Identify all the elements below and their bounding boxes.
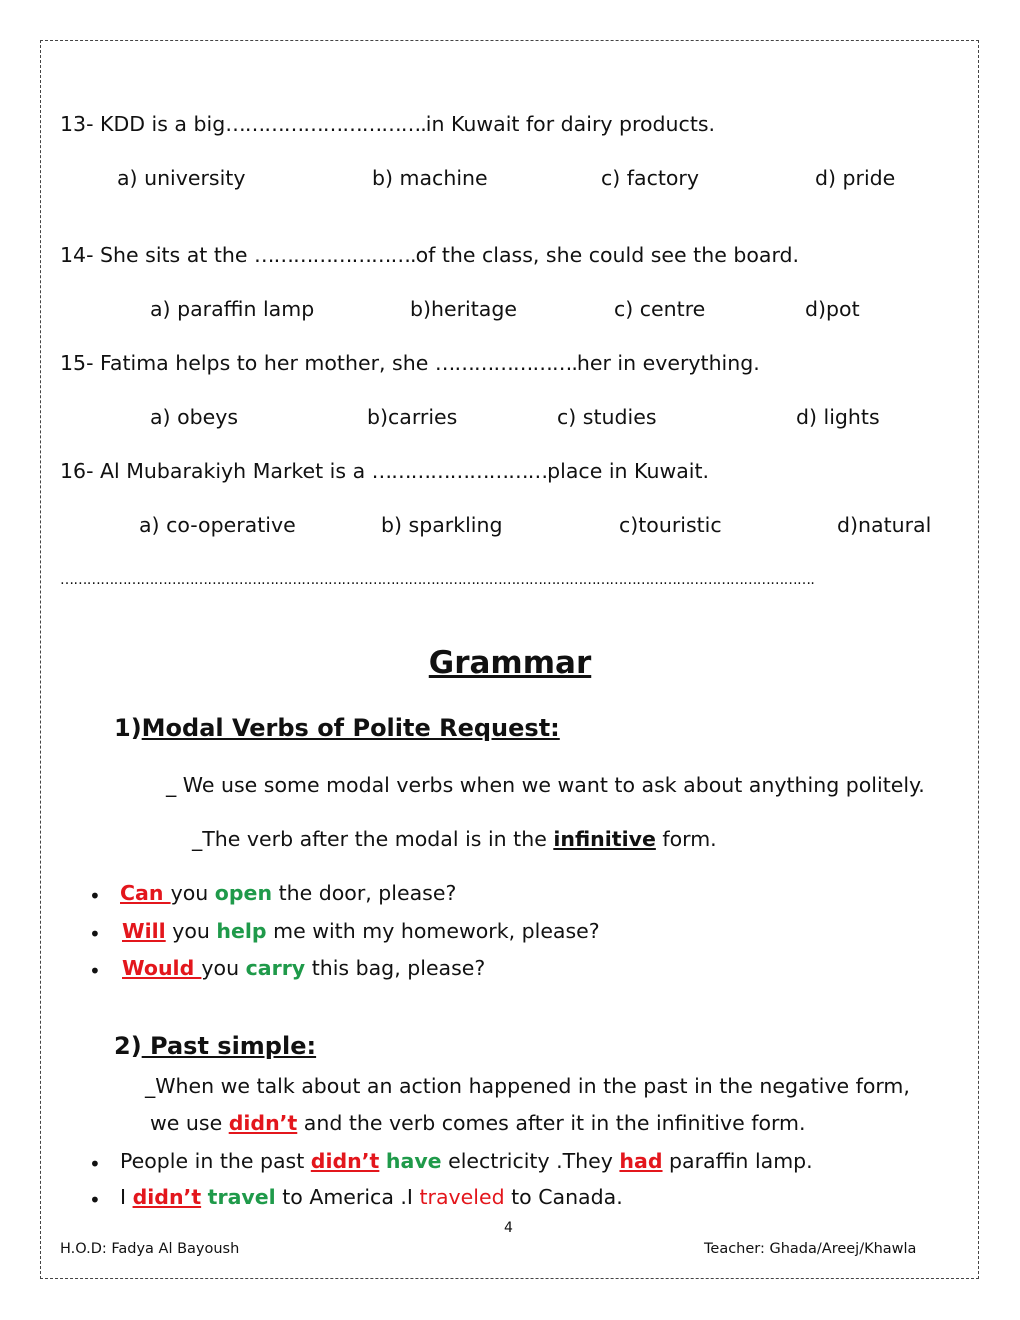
option-b: b)heritage [410,297,517,321]
question-text: her in everything. [576,351,760,375]
option-d: d) lights [796,405,880,429]
modal-word: Can [120,881,171,905]
option-a: a) paraffin lamp [150,297,315,321]
option-c: c) studies [557,405,657,429]
footer-teachers: Teacher: Ghada/Areej/Khawla [704,1241,917,1257]
infinitive-verb: carry [245,956,306,980]
example-text: you [201,956,246,980]
modal-example-can [120,883,456,904]
example-text: the door, please? [272,881,457,905]
answer-blank: …………………. [434,351,577,375]
page-number: 4 [504,1220,513,1236]
question-text: in Kuwait for dairy products. [425,112,716,136]
negative-word: didn’t [310,1149,380,1173]
option-a: a) university [117,166,246,190]
infinitive-keyword: infinitive [553,827,656,851]
modal-rule-1: _ We use some modal verbs when we want to ask about anything politely. [166,773,925,797]
negative-word: didn’t [132,1185,202,1209]
option-a: a) obeys [150,405,239,429]
option-c: c) centre [614,297,706,321]
bullet-icon: • [89,1152,101,1176]
separator-line: ……………………………………………………………………………………………………………………………………………………. [60,573,815,587]
option-b: b) sparkling [381,513,503,537]
infinitive-verb: travel [207,1185,276,1209]
question-14 [60,245,799,266]
past-example-1 [120,1151,813,1172]
past-rule-line-1: _When we talk about an action happened in the past in the negative form, [145,1074,910,1098]
question-16 [60,461,709,482]
heading-text: Modal Verbs of Polite Request: [141,714,560,742]
option-a: a) co-operative [139,513,296,537]
modal-verbs-heading [114,716,560,740]
heading-number: 2) [114,1032,142,1060]
infinitive-verb: have [385,1149,442,1173]
option-d: d)pot [805,297,860,321]
rule-text: form. [655,827,717,851]
question-text: of the class, she could see the board. [415,243,800,267]
option-b: b) machine [372,166,488,190]
example-text: People in the past [120,1149,311,1173]
example-text: paraffin lamp. [662,1149,813,1173]
example-text: you [165,919,217,943]
modal-word: Will [122,919,166,943]
answer-blank: …………………………. [225,112,426,136]
question-text: 16- Al Mubarakiyh Market is a [60,459,372,483]
answer-blank: ……………………. [254,243,416,267]
option-c: c) factory [601,166,699,190]
modal-example-will [122,921,600,942]
example-text: I [120,1185,133,1209]
heading-text: Past simple: [141,1032,317,1060]
heading-number: 1) [114,714,142,742]
question-text: 14- She sits at the [60,243,255,267]
example-text: you [170,881,215,905]
example-text: me with my homework, please? [266,919,600,943]
option-c: c)touristic [619,513,722,537]
modal-example-would [122,958,485,979]
rule-text: and the verb comes after it in the infinitive form. [297,1111,806,1135]
rule-text: we use [150,1111,229,1135]
infinitive-verb: help [216,919,267,943]
bullet-icon: • [89,922,101,946]
past-example-2 [120,1187,623,1208]
example-text: to Canada. [504,1185,623,1209]
past-verb: traveled [419,1185,505,1209]
didnt-keyword: didn’t [228,1111,298,1135]
infinitive-verb: open [214,881,273,905]
option-d: d) pride [815,166,896,190]
option-d: d)natural [837,513,932,537]
answer-blank: ……………………… [371,459,548,483]
modal-rule-2 [192,829,717,850]
past-verb: had [619,1149,663,1173]
question-text: place in Kuwait. [547,459,710,483]
example-text: to America .I [275,1185,420,1209]
footer-hod: H.O.D: Fadya Al Bayoush [60,1241,240,1257]
modal-word: Would [122,956,202,980]
bullet-icon: • [89,884,101,908]
option-b: b)carries [367,405,458,429]
bullet-icon: • [89,1188,101,1212]
rule-text: _The verb after the modal is in the [192,827,554,851]
question-15 [60,353,760,374]
bullet-icon: • [89,959,101,983]
past-simple-heading [114,1034,316,1058]
past-rule-line-2 [150,1113,806,1134]
example-text: electricity .They [441,1149,620,1173]
question-text: 15- Fatima helps to her mother, she [60,351,435,375]
section-title: Grammar [428,645,592,681]
question-text: 13- KDD is a big [60,112,226,136]
question-13 [60,114,715,135]
example-text: this bag, please? [305,956,486,980]
